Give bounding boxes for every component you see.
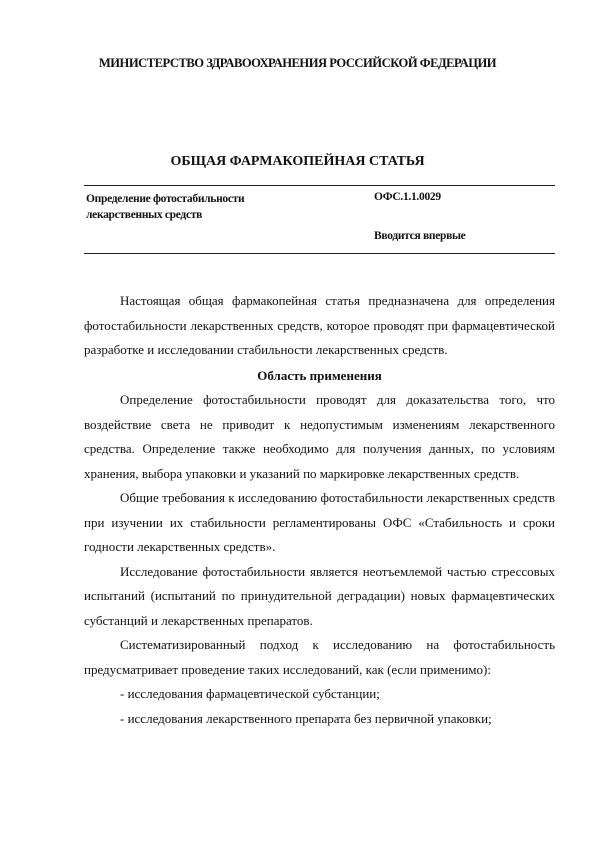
introduction-note: Вводится впервые (374, 230, 466, 242)
article-title (86, 191, 326, 223)
article-body (84, 289, 555, 731)
list-item: - исследования фармацевтической субстанции; (120, 686, 380, 701)
header-bottom-rule (84, 253, 555, 254)
ministry-heading: МИНИСТЕРСТВО ЗДРАВООХРАНЕНИЯ РОССИЙСКОЙ ФЕДЕРАЦИИ (98, 56, 497, 70)
paragraph-systematic-approach: Систематизированный подход к исследованию на фотостабильность предусматривает проведение таких исследований, как (если применимо): (84, 637, 555, 677)
document-type-heading: ОБЩАЯ ФАРМАКОПЕЙНАЯ СТАТЬЯ (170, 154, 425, 169)
list-item: - исследования лекарственного препарата без первичной упаковки; (120, 710, 492, 726)
article-title-line-1: Определение фотостабильности (86, 193, 245, 205)
article-title-line-2: лекарственных средств (86, 209, 203, 221)
paragraph-general-requirements: Общие требования к исследованию фотостабильности лекарственных средств при изучении их стабильности регламентированы ОФС «Стабильность и сроки годности лекарственных средств». (84, 490, 555, 554)
paragraph-stress-testing: Исследование фотостабильности является неотъемлемой частью стрессовых испытаний (испытаний по принудительной деградации) новых фармацевтических субстанций и лекарственных препаратов. (84, 563, 555, 628)
paragraph-purpose: Настоящая общая фармакопейная статья предназначена для определения фотостабильности лекарственных средств, которое проводят при фармацевтической разработке и исследовании стабильности лекарственных средств. (84, 293, 555, 357)
section-title-scope: Область применения (257, 367, 382, 383)
paragraph-scope: Определение фотостабильности проводят для доказательства того, что воздействие света не приводит к недопустимым изменениям лекарственного средства. Определение также необходимо для получения данных, по условиям хранения, выбора упаковки и указаний по маркировке лекарственных средств. (84, 392, 555, 481)
article-code: ОФС.1.1.0029 (374, 191, 441, 203)
header-top-rule (84, 185, 555, 186)
